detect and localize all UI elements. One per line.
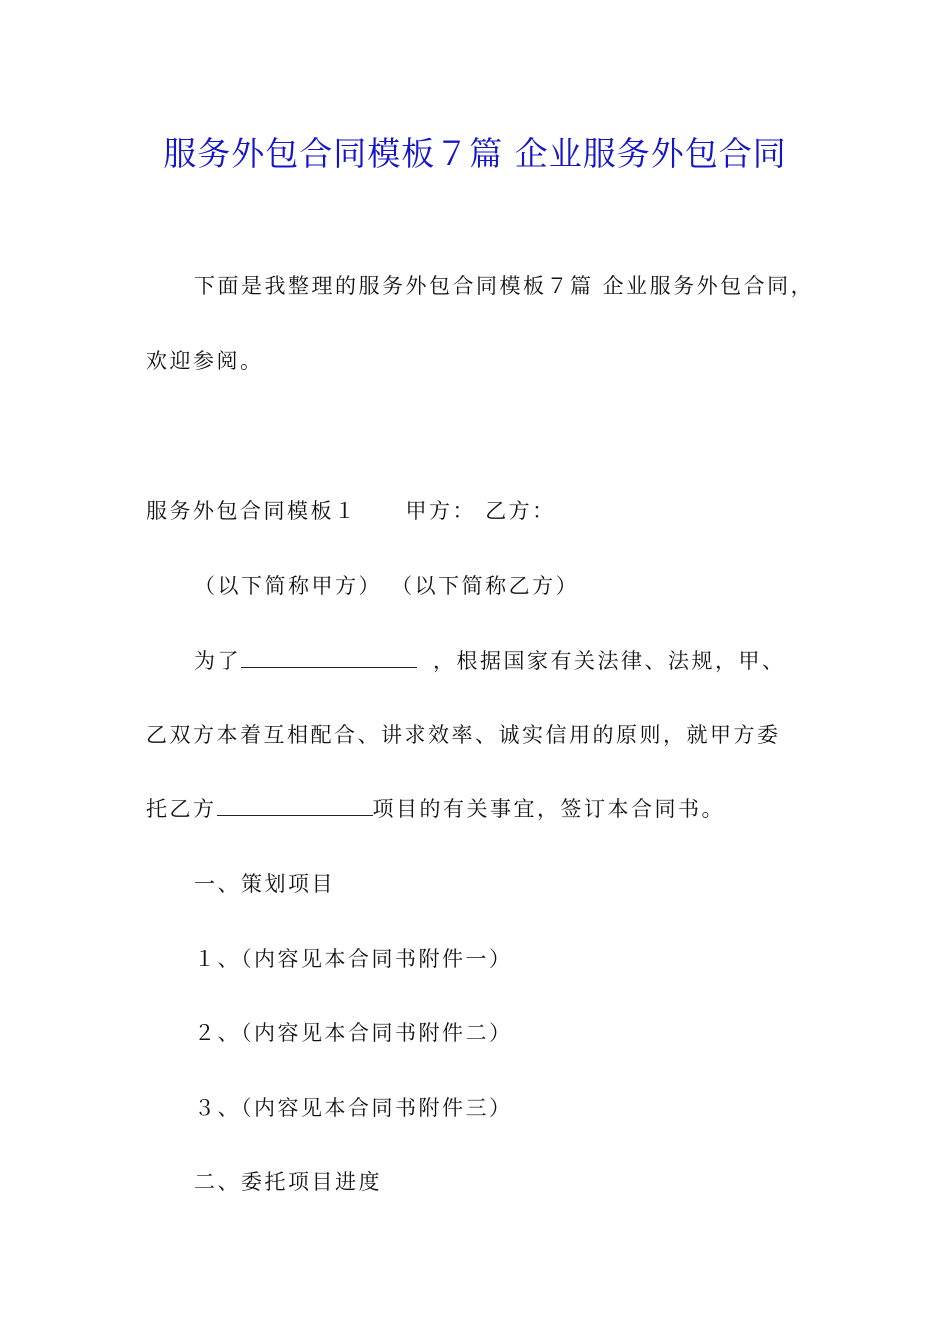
section-1-item-3: ３、（内容见本合同书附件三） [194,1096,513,1120]
purpose-blank [241,647,417,668]
intro-line-2: 欢迎参阅。 [146,349,264,373]
project-blank [217,795,373,816]
para1-line3-prefix: 托乙方 [146,797,217,821]
section-1-item-1: １、（内容见本合同书附件一） [194,947,513,971]
template-heading: 服务外包合同模板１ [146,499,358,523]
section-1-item-2: ２、（内容见本合同书附件二） [194,1021,513,1045]
paragraph-1-line-1 [194,645,786,675]
paragraph-1-line-3 [146,793,725,823]
paragraph-1-line-2: 乙双方本着互相配合、讲求效率、诚实信用的原则，就甲方委 [146,723,781,747]
para1-suffix: ，根据国家有关法律、法规，甲、 [433,649,786,673]
document-title: 服务外包合同模板７篇 企业服务外包合同 [163,134,787,173]
para1-prefix: 为了 [194,649,241,673]
party-a-label: 甲方： [405,499,476,523]
template-heading-line [146,495,556,525]
section-1-heading: 一、策划项目 [194,872,335,896]
party-abbreviation: （以下简称甲方） （以下简称乙方） [194,574,580,598]
section-2-heading: 二、委托项目进度 [194,1170,382,1194]
party-b-label: 乙方： [485,499,556,523]
intro-line-1: 下面是我整理的服务外包合同模板７篇 企业服务外包合同， [194,274,815,298]
para1-line3-suffix: 项目的有关事宜，签订本合同书。 [372,797,725,821]
